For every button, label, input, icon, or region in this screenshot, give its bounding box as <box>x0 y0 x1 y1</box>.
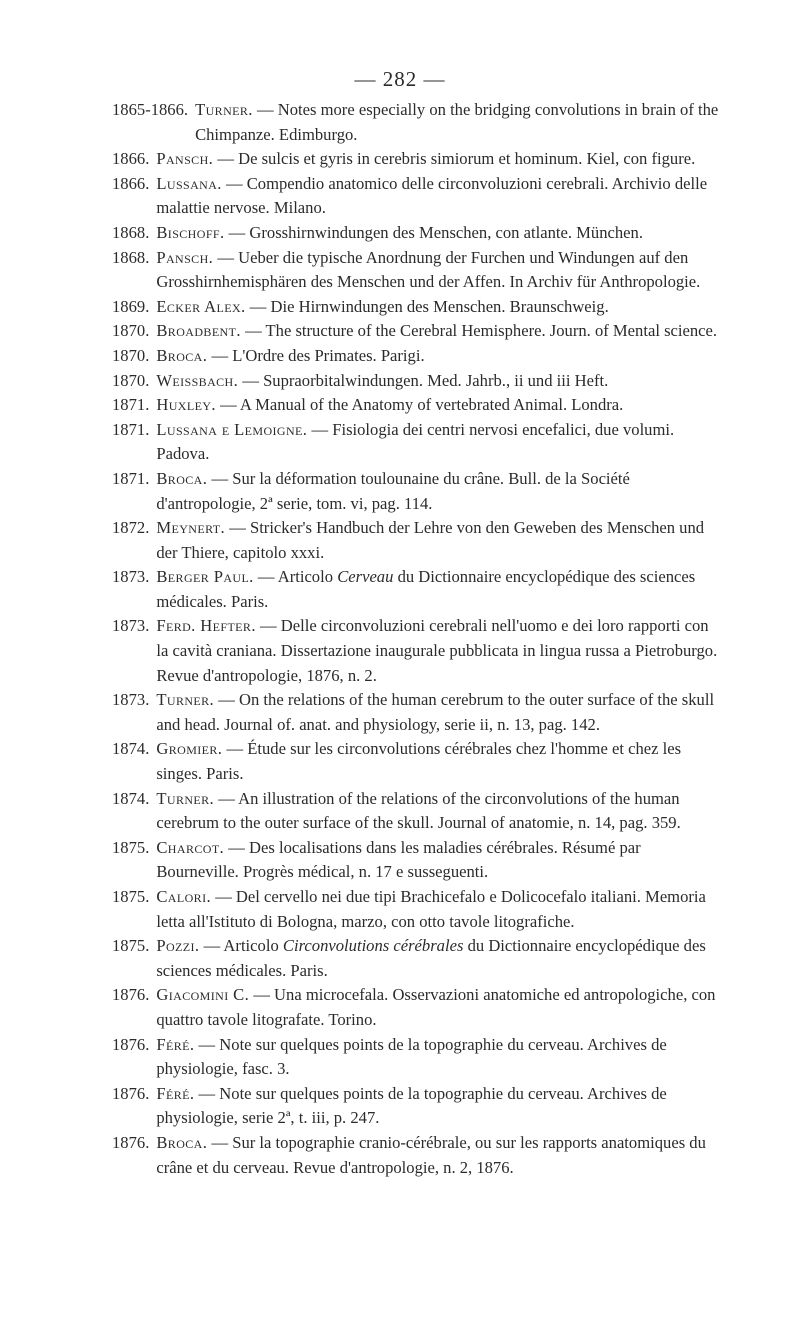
entry-body <box>156 418 722 467</box>
bibliography-entry <box>112 295 722 320</box>
bibliography-entry <box>112 221 722 246</box>
entry-italic-title: Circonvolutions cérébrales <box>282 936 464 956</box>
entry-author: Turner. <box>195 100 253 119</box>
entry-body <box>156 295 722 320</box>
entry-italic-title: Cerveau <box>337 567 394 587</box>
entry-year: 1871. <box>112 468 150 488</box>
entry-year: 1871. <box>112 395 150 415</box>
bibliography-list <box>112 98 722 1180</box>
entry-body <box>156 787 722 836</box>
entry-year: 1876. <box>112 985 150 1005</box>
bibliography-entry <box>112 934 722 983</box>
bibliography-entry <box>112 369 722 394</box>
entry-body <box>156 467 722 516</box>
entry-author: Bischoff. <box>156 222 225 242</box>
entry-body <box>156 836 722 885</box>
entry-text: — A Manual of the Anatomy of vertebrated Animal. Londra. <box>220 395 624 415</box>
entry-year: 1875. <box>112 936 150 956</box>
entry-author: Féré. <box>156 1034 195 1054</box>
entry-text: — Sur la topographie cranio-cérébrale, ou sur les rapports anatomiques du crâne et du cerveau. Revue d'antropologie, n. 2, 1876. <box>156 1132 706 1177</box>
entry-text: — An illustration of the relations of the circonvolutions of the human cerebrum to the outer surface of the skull. Journal of anatomie, n. 14, pag. 359. <box>156 788 681 833</box>
entry-body <box>156 1033 722 1082</box>
entry-body <box>156 393 722 418</box>
entry-text: — Stricker's Handbuch der Lehre von den Geweben des Menschen und der Thiere, capitolo xxxi. <box>156 518 705 562</box>
entry-body <box>156 221 722 246</box>
entry-body <box>156 1131 722 1180</box>
entry-text: — Étude sur les circonvolutions cérébrales chez l'homme et chez les singes. Paris. <box>156 739 682 784</box>
entry-body <box>156 565 722 614</box>
entry-author: Gromier. <box>156 739 223 759</box>
bibliography-entry <box>112 737 722 786</box>
entry-year: 1870. <box>112 345 150 365</box>
bibliography-entry <box>112 1082 722 1131</box>
entry-year: 1873. <box>112 567 150 587</box>
entry-year: 1871. <box>112 419 150 439</box>
entry-body <box>156 344 722 369</box>
entry-author: Ferd. Hefter. <box>156 616 256 636</box>
bibliography-entry <box>112 885 722 934</box>
bibliography-entry <box>112 1033 722 1082</box>
entry-body <box>156 885 722 934</box>
entry-author: Meynert. <box>156 518 226 538</box>
entry-year: 1873. <box>112 690 150 710</box>
entry-text: — Des localisations dans les maladies cérébrales. Résumé par Bourneville. Progrès médical, n. 17 e susseguenti. <box>156 837 641 882</box>
entry-text: — Note sur quelques points de la topographie du cerveau. Archives de physiologie, serie 2ª, t. iii, p. 247. <box>156 1083 667 1128</box>
entry-body <box>156 369 722 394</box>
entry-year: 1865-1866. <box>112 100 189 119</box>
bibliography-entry <box>112 688 722 737</box>
entry-body <box>156 1082 722 1131</box>
entry-text: — L'Ordre des Primates. Parigi. <box>211 345 425 365</box>
bibliography-entry <box>112 614 722 688</box>
bibliography-entry <box>112 565 722 614</box>
entry-author: Turner. <box>156 690 215 710</box>
entry-year: 1875. <box>112 837 150 857</box>
bibliography-entry <box>112 172 722 221</box>
entry-body <box>195 98 722 147</box>
entry-body <box>156 319 722 344</box>
entry-year: 1870. <box>112 370 150 390</box>
entry-text: — Supraorbitalwindungen. Med. Jahrb., ii und iii Heft. <box>242 370 609 390</box>
bibliography-entry <box>112 467 722 516</box>
entry-author: Berger Paul. <box>156 567 254 587</box>
entry-author: Giacomini C. <box>156 985 250 1005</box>
entry-year: 1875. <box>112 887 150 906</box>
bibliography-entry <box>112 344 722 369</box>
entry-author: Calori. <box>156 887 212 906</box>
entry-text: — Articolo <box>203 936 279 956</box>
entry-text: — On the relations of the human cerebrum to the outer surface of the skull and head. Journal of. anat. and physiology, serie ii, n. 13, pag. 142. <box>156 690 715 734</box>
entry-text: du Dictionnaire encyclopédique des sciences médicales. Paris. <box>156 567 696 611</box>
entry-year: 1866. <box>112 173 150 193</box>
entry-author: Lussana. <box>156 173 222 193</box>
entry-author: Pansch. <box>156 247 214 267</box>
entry-body <box>156 516 722 565</box>
entry-year: 1874. <box>112 788 150 808</box>
entry-body <box>156 246 722 295</box>
entry-text: — Die Hirnwindungen des Menschen. Braunschweig. <box>249 296 609 316</box>
entry-text: — Sur la déformation toulounaine du crâne. Bull. de la Société d'antropologie, 2ª serie, tom. vi, pag. 114. <box>156 468 630 513</box>
entry-text: — Del cervello nei due tipi Brachicefalo e Dolicocefalo italiani. Memoria letta all'Istituto di Bologna, marzo, con otto tavole litografiche. <box>156 887 706 931</box>
entry-text: — Grosshirnwindungen des Menschen, con atlante. München. <box>228 222 643 242</box>
bibliography-entry <box>112 319 722 344</box>
entry-body <box>156 737 722 786</box>
entry-text: — Una microcefala. Osservazioni anatomiche ed antropologiche, con quattro tavole litografate. Torino. <box>156 985 716 1029</box>
entry-author: Charcot. <box>156 837 225 857</box>
entry-author: Huxley. <box>156 395 216 415</box>
bibliography-entry <box>112 836 722 885</box>
entry-author: Broca. <box>156 1132 208 1152</box>
bibliography-entry <box>112 418 722 467</box>
entry-author: Weissbach. <box>156 370 239 390</box>
entry-body <box>156 688 722 737</box>
entry-body <box>156 983 722 1032</box>
entry-author: Pansch. <box>156 149 214 169</box>
entry-text: — Fisiologia dei centri nervosi encefalici, due volumi. Padova. <box>156 419 675 464</box>
entry-body <box>156 172 722 221</box>
entry-text: — Compendio anatomico delle circonvoluzioni cerebrali. Archivio delle malattie nervose. Milano. <box>156 173 708 218</box>
entry-year: 1870. <box>112 321 150 341</box>
entry-author: Broca. <box>156 345 208 365</box>
entry-author: Ecker Alex. <box>156 296 246 316</box>
entry-year: 1872. <box>112 518 150 538</box>
entry-author: Turner. <box>156 788 215 808</box>
entry-author: Féré. <box>156 1083 195 1103</box>
entry-year: 1873. <box>112 616 150 636</box>
entry-text: — Notes more especially on the bridging convolutions in brain of the Chimpanze. Edimburgo. <box>195 100 719 144</box>
entry-year: 1868. <box>112 247 150 267</box>
entry-body <box>156 614 722 688</box>
entry-text: du Dictionnaire encyclopédique des sciences médicales. Paris. <box>156 936 706 980</box>
entry-year: 1874. <box>112 739 150 759</box>
entry-year: 1866. <box>112 149 150 169</box>
entry-author: Broadbent. <box>156 321 241 341</box>
entry-year: 1876. <box>112 1083 150 1103</box>
bibliography-entry <box>112 98 722 147</box>
bibliography-entry <box>112 983 722 1032</box>
bibliography-entry <box>112 393 722 418</box>
entry-author: Lussana e Lemoigne. <box>156 419 308 439</box>
entry-body <box>156 147 722 172</box>
entry-body <box>156 934 722 983</box>
entry-text: — Note sur quelques points de la topographie du cerveau. Archives de physiologie, fasc. 3. <box>156 1034 667 1079</box>
entry-author: Pozzi. <box>156 936 200 956</box>
entry-year: 1869. <box>112 296 150 316</box>
entry-year: 1876. <box>112 1132 150 1152</box>
entry-text: — Ueber die typische Anordnung der Furchen und Windungen auf den Grosshirnhemisphären des Menschen und der Affen. In Archiv für Anthropologie. <box>156 247 701 292</box>
entry-text: — Delle circonvoluzioni cerebrali nell'uomo e dei loro rapporti con la cavità craniana. Dissertazione inaugurale pubblicata in lingua russa a Pietroburgo. Revue d'antropologie, 1876, n. 2. <box>156 616 718 685</box>
entry-text: — The structure of the Cerebral Hemisphere. Journ. of Mental science. <box>245 321 718 341</box>
page-number: — 282 — <box>354 67 446 91</box>
bibliography-entry <box>112 246 722 295</box>
entry-text: — De sulcis et gyris in cerebris simiorum et hominum. Kiel, con figure. <box>217 149 696 169</box>
entry-year: 1868. <box>112 222 150 242</box>
bibliography-entry <box>112 787 722 836</box>
entry-author: Broca. <box>156 468 208 488</box>
entry-year: 1876. <box>112 1034 150 1054</box>
bibliography-entry <box>112 1131 722 1180</box>
bibliography-entry <box>112 147 722 172</box>
entry-text: — Articolo <box>257 567 334 587</box>
bibliography-entry <box>112 516 722 565</box>
